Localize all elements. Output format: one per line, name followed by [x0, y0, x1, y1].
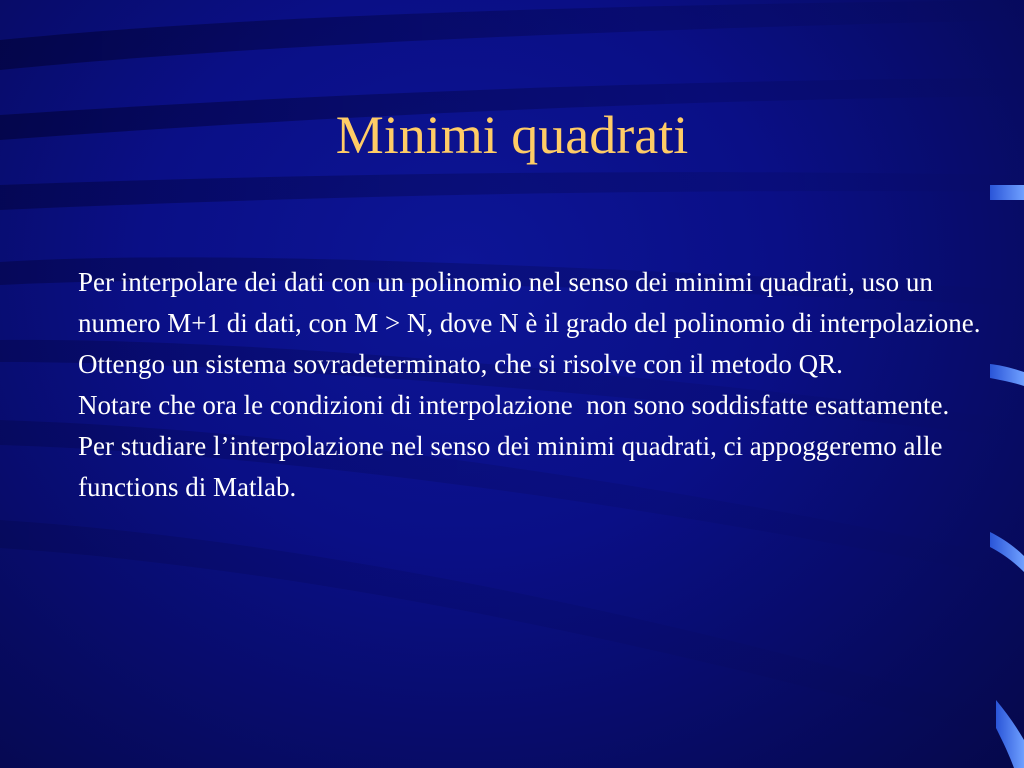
body-paragraph: Per interpolare dei dati con un polinomio nel senso dei minimi quadrati, uso un numero M+1 di dati, con M > N, dove N è il grado del polinomio di interpolazione.: [78, 267, 981, 338]
background-band: [0, 0, 1024, 70]
accent-tick: [996, 700, 1024, 768]
body-paragraph: Per studiare l’interpolazione nel senso dei minimi quadrati, ci appoggeremo alle functions di Matlab.: [78, 431, 950, 502]
slide-title: Minimi quadrati: [335, 105, 689, 165]
body-paragraph: Notare che ora le condizioni di interpolazione non sono soddisfatte esattamente.: [78, 390, 950, 420]
body-paragraph: Ottengo un sistema sovradeterminato, che si risolve con il metodo QR.: [78, 349, 843, 379]
slide-body: [78, 262, 988, 508]
accent-tick: [990, 364, 1024, 386]
accent-tick: [990, 185, 1024, 200]
background-band: [0, 172, 1024, 210]
background-band: [0, 520, 1024, 745]
